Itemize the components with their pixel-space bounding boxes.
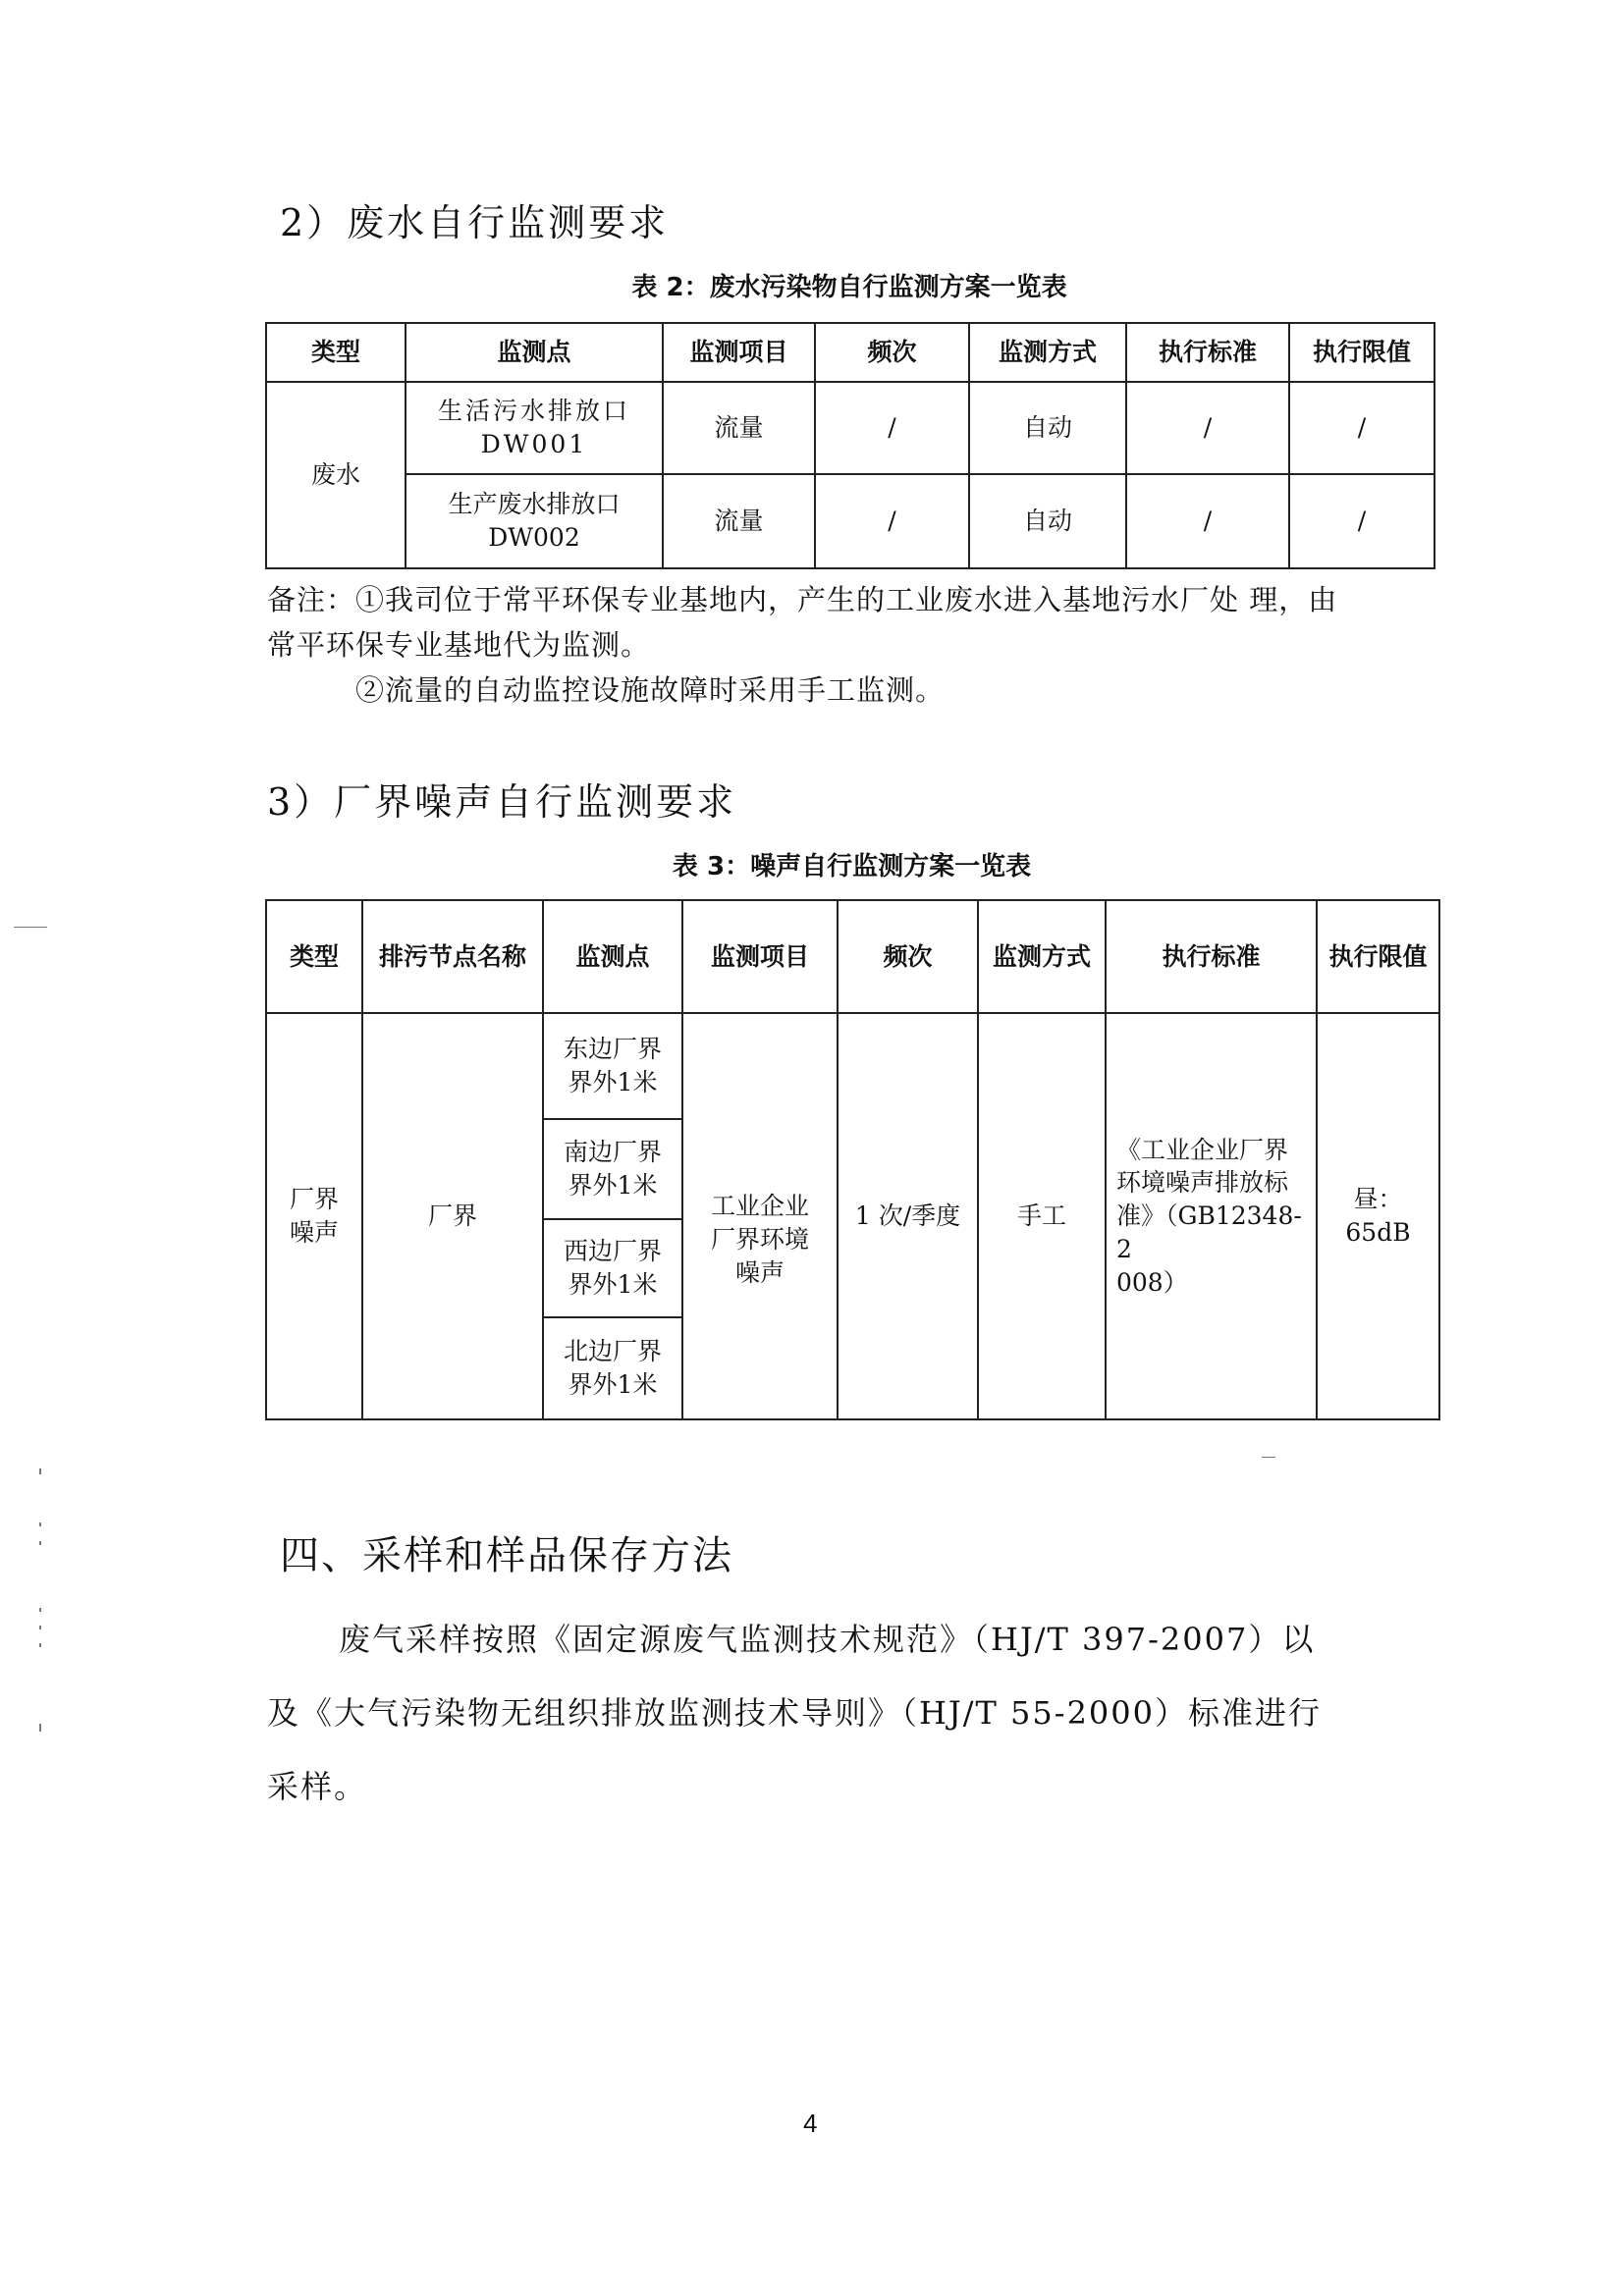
table2-method-cell: 自动	[969, 382, 1126, 474]
scan-mark	[1262, 1457, 1275, 1458]
table2-caption: 表 2：废水污染物自行监测方案一览表	[631, 273, 1067, 302]
table3-header-point: 监测点	[543, 900, 682, 1013]
table2-header-point: 监测点	[406, 323, 663, 382]
table3-header-limit: 执行限值	[1317, 900, 1439, 1013]
table2-limit-cell: /	[1289, 474, 1435, 568]
table-row	[266, 382, 1435, 474]
paragraph-line-3: 采样。	[267, 1768, 368, 1805]
scan-mark	[39, 1608, 41, 1612]
table2-header-limit: 执行限值	[1289, 323, 1435, 382]
scan-mark	[39, 1643, 41, 1647]
table2-point-cell: 生活污水排放口 DW001	[406, 382, 663, 474]
table2-header-frequency: 频次	[815, 323, 969, 382]
table3-limit-cell: 昼：65dB	[1317, 1013, 1439, 1419]
table3-node-cell: 厂界	[362, 1013, 543, 1419]
table2-method-cell: 自动	[969, 474, 1126, 568]
table3-point-cell: 南边厂界 界外1米	[543, 1119, 682, 1219]
section-heading-sampling: 四、采样和样品保存方法	[280, 1533, 733, 1578]
table2-standard-cell: /	[1126, 382, 1289, 474]
table3-header-method: 监测方式	[978, 900, 1106, 1013]
table3-header-frequency: 频次	[838, 900, 978, 1013]
table2-header-item: 监测项目	[663, 323, 815, 382]
table3-point-cell: 北边厂界 界外1米	[543, 1317, 682, 1419]
table-row	[266, 474, 1435, 568]
table3-frequency-cell: 1 次/季度	[838, 1013, 978, 1419]
table2-header-method: 监测方式	[969, 323, 1126, 382]
table2-header-type: 类型	[266, 323, 406, 382]
table2-point-cell: 生产废水排放口 DW002	[406, 474, 663, 568]
note-line-1: 备注：①我司位于常平环保专业基地内，产生的工业废水进入基地污水厂处 理，由	[267, 583, 1338, 616]
table2-header-standard: 执行标准	[1126, 323, 1289, 382]
note-line-3: ②流量的自动监控设施故障时采用手工监测。	[355, 673, 946, 707]
table-row	[266, 1013, 1439, 1119]
table3-header-item: 监测项目	[682, 900, 838, 1013]
table3-point-cell: 东边厂界 界外1米	[543, 1013, 682, 1119]
table2-type-cell: 废水	[266, 382, 406, 568]
table2-limit-cell: /	[1289, 382, 1435, 474]
table3-header-node: 排污节点名称	[362, 900, 543, 1013]
scan-mark	[39, 1541, 41, 1545]
noise-monitoring-table	[265, 899, 1440, 1420]
scan-mark	[39, 1522, 41, 1526]
table2-frequency-cell: /	[815, 474, 969, 568]
table2-item-cell: 流量	[663, 474, 815, 568]
scan-mark	[39, 1468, 41, 1474]
section-heading-noise: 3）厂界噪声自行监测要求	[267, 780, 737, 824]
table3-standard-cell: 《工业企业厂界 环境噪声排放标 准》（GB12348-2 008）	[1106, 1013, 1317, 1419]
scan-mark	[14, 927, 47, 928]
note-line-2: 常平环保专业基地代为监测。	[267, 628, 651, 662]
table2-standard-cell: /	[1126, 474, 1289, 568]
scan-mark	[39, 1724, 41, 1732]
scan-mark	[39, 1626, 41, 1629]
section-heading-wastewater: 2）废水自行监测要求	[280, 201, 670, 244]
paragraph-line-2: 及《大气污染物无组织排放监测技术导则》（HJ/T 55-2000）标准进行	[267, 1694, 1323, 1732]
page-number: 4	[803, 2109, 818, 2138]
table3-method-cell: 手工	[978, 1013, 1106, 1419]
table3-caption: 表 3：噪声自行监测方案一览表	[672, 852, 1032, 881]
table2-item-cell: 流量	[663, 382, 815, 474]
table3-item-cell: 工业企业 厂界环境 噪声	[682, 1013, 838, 1419]
wastewater-monitoring-table	[265, 322, 1435, 569]
table3-header-standard: 执行标准	[1106, 900, 1317, 1013]
table3-type-cell: 厂界 噪声	[266, 1013, 362, 1419]
table3-point-cell: 西边厂界 界外1米	[543, 1219, 682, 1317]
paragraph-line-1: 废气采样按照《固定源废气监测技术规范》（HJ/T 397-2007）以	[339, 1621, 1316, 1658]
table2-frequency-cell: /	[815, 382, 969, 474]
table3-header-type: 类型	[266, 900, 362, 1013]
